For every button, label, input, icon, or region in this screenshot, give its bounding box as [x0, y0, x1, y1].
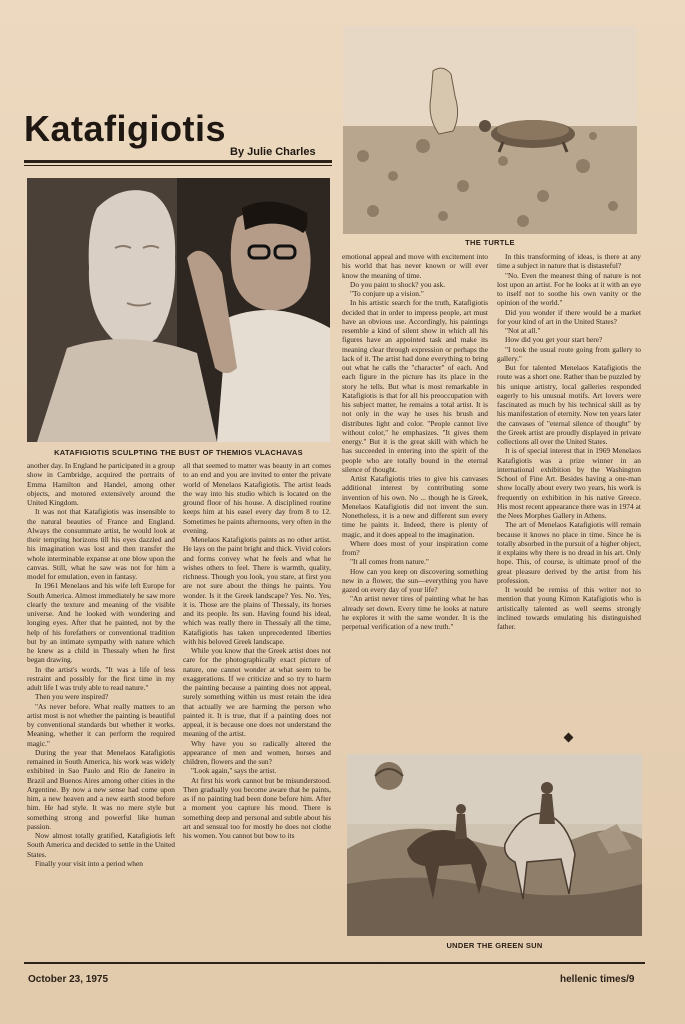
- footer-rule: [24, 962, 645, 964]
- paragraph: Menelaos Katafigiotis paints as no other artist. He lays on the paint bright and thick. Vivid colors and forms convey what he feels and what he wishes others to feel. There is warmth, quality, richness. Though you look, you stare, at first you are not sure about the things he paints. You wonder. Is it the Greek landscape? Yes. No. Yes, it is. Those are the plains of Thessaly, its horses and its people. Its sun. Having found his ideal, which was really there in Thessaly all the time, Katafigiotis has taken unprecedented liberties with his beloved Greek landscape.: [183, 535, 331, 646]
- end-mark: [564, 733, 574, 743]
- paragraph: Why have you so radically altered the appearance of men and women, horses and children, flowers and the sun?: [183, 738, 331, 766]
- paragraph: emotional appeal and move with excitement into his world that has never known or will ever know the meaning of time.: [342, 252, 488, 280]
- paragraph: It was not that Katafigiotis was insensible to the natural beauties of France and England. Always the consummate artist, he would look at their tempting horizons till his eyes dazzled and his imagination was lost and then transfer the whole interminable expanse at one blow upon the canvas. Still, what he saw was not for him a model for emulation, even in fantasy.: [27, 507, 175, 581]
- paragraph: "Not at all.": [505, 326, 541, 335]
- publication-page: hellenic times/9: [560, 974, 635, 985]
- issue-date: October 23, 1975: [28, 974, 109, 985]
- paragraph: In the artist's words, "It was a life of less restraint and possibly for the first time in my adult life I was truly able to read nature.": [27, 664, 175, 692]
- article-column-3: [342, 252, 488, 722]
- article-column-4: [497, 252, 641, 732]
- paragraph: Do you paint to shock? you ask.: [350, 279, 446, 289]
- paragraph: At first his work cannot but be misunderstood. Then gradually you become aware that he paints, as if no painting had been done before him. After a moment you capture his mood. There is something deep and personal and subtle about his art and sensual too for mostly he does not clothe his women. You cannot but bow to its: [183, 775, 331, 840]
- paragraph: all that seemed to matter was beauty in art comes to an end and you are invited to enter the private world of Menelaos Katafigiotis. The artist leads the way into his studio which is located on the ground floor of his house. A disciplined routine keeps him at his easel every day from 8 to 12. Sometimes he paints afternoons, very often in the evening.: [183, 461, 331, 535]
- paragraph: The art of Menelaos Katafigiotis will remain because it knows no place in time. Since he is totally absorbed in the pursuit of a higher object, it explains why there is no dread in his art. Only hope. This, of course, is ultimate proof of the great pleasure derived by the artist from his profession.: [497, 520, 641, 585]
- article-column-1: [27, 461, 175, 957]
- paragraph: How can you keep on discovering something new in a flower, the sun—everything you have gazed on every day of your life?: [342, 566, 488, 594]
- paragraph: In his artistic search for the truth, Katafigiotis decided that in order to impress people, art must have an obvious use. Accordingly, his paintings resemble a kind of silent show in which all his figures have an appointed task and make its meaning clear through expression or perhaps the lack of it. The artist had done everything to bring out what he calls the "character" of each. And each figure in the picture has its place in the story he tells. But what is most remarkable in Katafigiotis is that for all his preoccupation with his subject matter, he remains a total artist. It is not only in the way he uses his brush and distributes light and color. "People cannot live without color," he emphasizes. "It gives them energy." But it is the great skill with which he has succeeded in entering into the spirit of the people who are totally bound in the eternal silence of thought.: [342, 298, 488, 474]
- article-column-2: [183, 461, 331, 957]
- sculpting-photo: [27, 178, 330, 442]
- paragraph: Where does most of your inspiration come from?: [342, 538, 488, 557]
- green-sun-painting: [347, 754, 642, 936]
- paragraph: But for talented Menelaos Katafigiotis the route was a short one. Rather than be puzzled by his unique artistry, local galleries responded eagerly to his unusual motifs. Art lovers were fascinated as much by his technical skill as by his manifestation of eternity. Now ten years later the canvases of "eternal silence of thought" by the Greek artist are proudly displayed in private collections all over the United States.: [497, 363, 641, 446]
- paragraph: It is of special interest that in 1969 Menelaos Katafigiotis was a prize winner in an international exhibition by the Washington School of Fine Art. Besides having a one-man show locally about every two years, his work is frequently on exhibition in his native Greece. His most recent appearance there was in 1974 at the Nees Morphes Gallery in Athens.: [497, 446, 641, 520]
- sculpting-caption: KATAFIGIOTIS SCULPTING THE BUST OF THEMIOS VLACHAVAS: [54, 448, 303, 457]
- turtle-photo: [343, 26, 637, 234]
- paragraph: "Look again," says the artist.: [191, 766, 277, 776]
- paragraph: Now almost totally gratified, Katafigiotis left South America and decided to settle in the United States.: [27, 831, 175, 859]
- paragraph: During the year that Menelaos Katafigiotis remained in South America, his work was widely exhibited in Sao Paulo and Rio de Janeiro in Brazil and Buenos Aires among other cities in the Argentine. By now a new sense had come upon him, a new heaven and a new earth stood before him. He had style. It was no mere style but something strong and powerful like human passion.: [27, 747, 175, 831]
- green-sun-caption: UNDER THE GREEN SUN: [446, 941, 543, 950]
- paragraph: Did you wonder if there would be a market for your kind of art in the United States?: [497, 307, 641, 326]
- paragraph: In this transforming of ideas, is there at any time a subject in nature that is distasteful?: [497, 252, 641, 271]
- paragraph: another day. In England he participated in a group show in Cambridge, acquired the portraits of Emma Hamilton and Handel, among other objects, and motored extensively around the United Kingdom.: [27, 461, 175, 507]
- paragraph: "An artist never tires of painting what he has already set down. Every time he looks at nature he explores it with the same wonder. It is the perpetual verification of a new truth.": [342, 594, 488, 631]
- headline-rule-thin: [24, 165, 332, 166]
- paragraph: "It all comes from nature.": [350, 557, 429, 567]
- paragraph: "To conjure up a vision.": [350, 289, 424, 298]
- headline: Katafigiotis: [24, 108, 227, 149]
- paragraph: Then you were inspired?: [35, 692, 109, 702]
- paragraph: Artist Katafigiotis tries to give his canvases additional interest by contributing some invention of his own. No ... though he is Greek, Menelaos Katafigiotis did not invent the sun. Nonetheless, it is a new and different sun every time he paints it. Indeed, there is plenty of magic, and it does appeal to the imagination.: [342, 474, 488, 539]
- byline: By Julie Charles: [230, 146, 316, 158]
- paragraph: "I took the usual route going from gallery to gallery.": [497, 344, 641, 363]
- paragraph: How did you get your start here?: [505, 335, 603, 345]
- paragraph: "No. Even the meanest thing of nature is not lost upon an artist. For he looks at it with an eye to itself not to soothe his own vanity or the opinion of the world.": [497, 270, 641, 308]
- paragraph: While you know that the Greek artist does not care for the photographically exact picture of nature, one cannot wonder at what seem to be exaggerations. If we criticize and so try to harm the painting because a painting does not appeal, surely something within us must retain the idea that actually we are harming the person who painted it. It is true, that if a painting does not appeal, it is because one does not understand the meaning of the artist.: [183, 646, 331, 739]
- headline-rule: [24, 160, 332, 163]
- paragraph: In 1961 Menelaos and his wife left Europe for South America. Almost immediately he saw more clearly the texture and meaning of the visible universe. And he looked with wondering and longing eyes. After that he painted, not by the help of his forefathers or conventional tradition but by an intimate sympathy with nature which he knew as a child in Thessaly when he first began drawing.: [27, 581, 175, 665]
- paragraph: "As never before. What really matters to an artist most is not whether the painting is beautiful by conventional standards but whether it works. Meaning, whether it can perform the required magic.": [27, 701, 175, 748]
- paragraph: Finally your visit into a period when: [35, 858, 143, 868]
- paragraph: It would be remiss of this writer not to mention that young Kimon Katafigiotis who is artistically talented as well seems strongly inclined towards emulating his distinguished father.: [497, 585, 641, 631]
- turtle-caption: THE TURTLE: [465, 238, 515, 247]
